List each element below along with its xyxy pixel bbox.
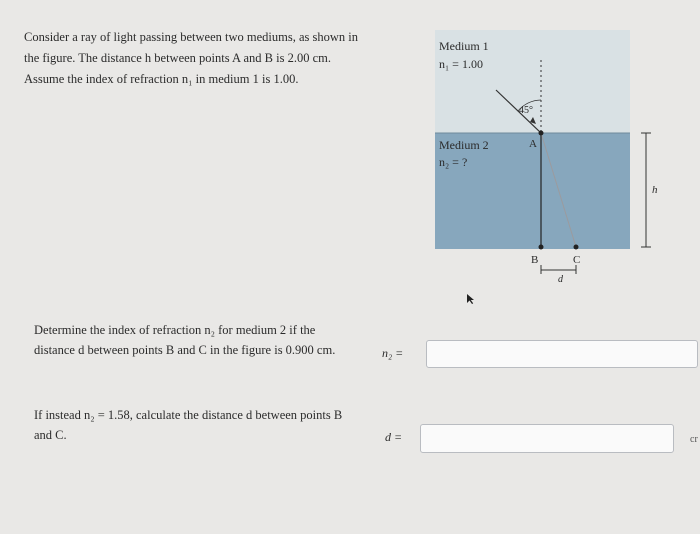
n2-answer-input[interactable] bbox=[426, 340, 698, 368]
question-1: Determine the index of refraction n₂ for medium 2 if the distance d between points B and C in the figure is 0.900 cm. bbox=[34, 323, 336, 357]
medium2-title: Medium 2 bbox=[439, 138, 489, 152]
d-unit-label: cr bbox=[690, 434, 698, 445]
point-a-marker bbox=[539, 131, 544, 136]
question-2: If instead n₂ = 1.58, calculate the distance d between points B and C. bbox=[34, 408, 343, 442]
problem-intro: Consider a ray of light passing between two mediums, as shown in the figure. The distance h between points A and B is 2.00 cm. Assume the index of refraction n₁ in medium 1 is 1.00. bbox=[24, 30, 358, 86]
medium1-index: n₁ = 1.00 bbox=[439, 57, 483, 71]
d-dimension-label: d bbox=[558, 274, 563, 285]
mouse-cursor-icon bbox=[466, 292, 476, 310]
point-c-marker bbox=[574, 245, 579, 250]
d-answer-input[interactable] bbox=[420, 424, 674, 453]
medium2-index: n₂ = ? bbox=[439, 155, 468, 169]
point-a-label: A bbox=[529, 138, 537, 150]
angle-label: 45° bbox=[519, 105, 533, 116]
n2-answer-label: n₂ = bbox=[382, 346, 404, 360]
h-dimension-label: h bbox=[652, 184, 658, 196]
point-b-label: B bbox=[531, 254, 539, 266]
d-answer-label: d = bbox=[385, 430, 403, 444]
point-c-label: C bbox=[573, 254, 581, 266]
medium1-title: Medium 1 bbox=[439, 39, 489, 53]
point-b-marker bbox=[539, 245, 544, 250]
